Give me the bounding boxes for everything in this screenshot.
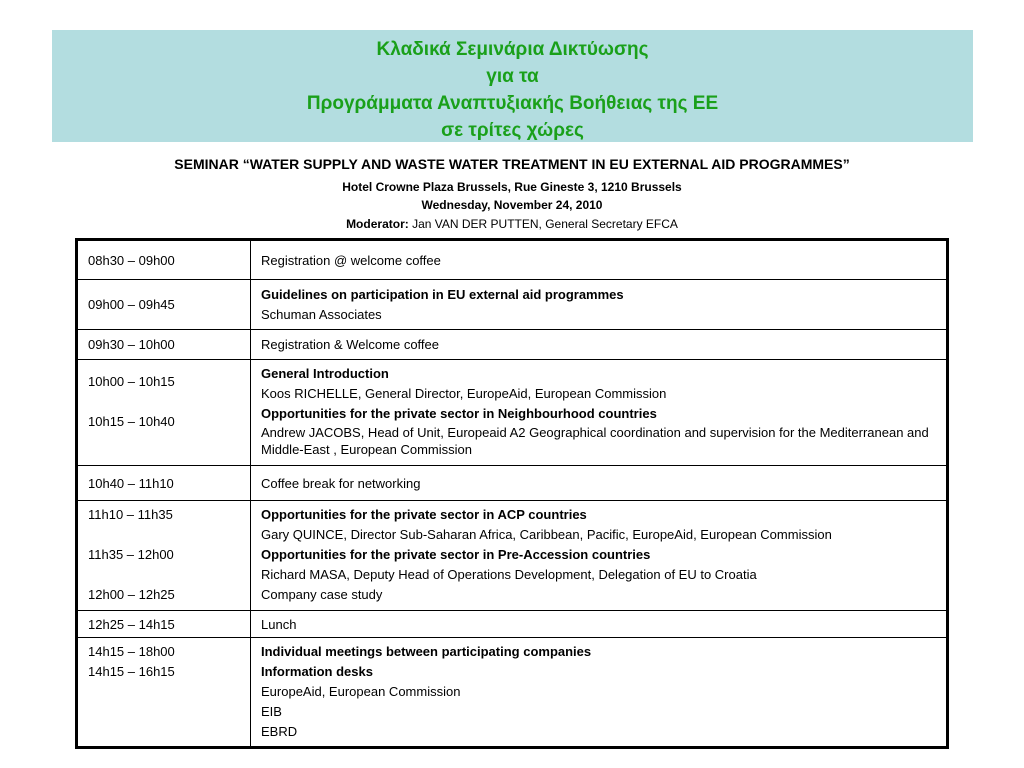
session-title: Individual meetings between participating companies	[261, 644, 592, 659]
time-slot: 12h25 – 14h15	[88, 617, 175, 632]
time-cell	[77, 501, 251, 611]
session-speaker: Schuman Associates	[261, 307, 382, 322]
session-item: Company case study	[261, 587, 383, 602]
session-cell	[251, 638, 948, 748]
time-slot: 10h40 – 11h10	[88, 476, 174, 491]
time-slot: 09h30 – 10h00	[88, 337, 175, 352]
agenda-row	[77, 330, 948, 360]
banner-line: σε τρίτες χώρες	[441, 120, 584, 141]
time-cell	[77, 638, 251, 748]
session-speaker: Andrew JACOBS, Head of Unit, Europeaid A2 Geographical coordination and supervision for the Mediterranean and Middle-East , European Commission	[261, 425, 929, 457]
session-cell	[251, 501, 948, 611]
time-cell	[77, 330, 251, 360]
banner-line: Προγράμματα Αναπτυξιακής Βοήθειας της ΕΕ	[306, 93, 719, 114]
session-title: Guidelines on participation in EU external aid programmes	[261, 287, 624, 302]
session-item: Lunch	[261, 617, 297, 632]
time-cell	[77, 360, 251, 466]
seminar-moderator	[0, 216, 1024, 232]
agenda-table	[75, 238, 949, 749]
time-cell	[77, 280, 251, 330]
time-slot: 09h00 – 09h45	[88, 297, 175, 312]
session-cell	[251, 360, 948, 466]
time-slot: 10h00 – 10h15	[88, 374, 175, 389]
session-title: Opportunities for the private sector in ACP countries	[261, 507, 587, 522]
agenda-row	[77, 501, 948, 611]
moderator-label: Moderator:	[346, 217, 409, 231]
session-speaker: Koos RICHELLE, General Director, EuropeAid, European Commission	[261, 386, 667, 401]
session-title: Information desks	[261, 664, 373, 679]
time-cell	[77, 466, 251, 501]
session-cell	[251, 240, 948, 280]
time-slot: 14h15 – 16h15	[88, 664, 175, 679]
session-speaker: Gary QUINCE, Director Sub-Saharan Africa, Caribbean, Pacific, EuropeAid, European Commission	[261, 527, 832, 542]
seminar-venue: Hotel Crowne Plaza Brussels, Rue Gineste 3, 1210 Brussels	[342, 180, 682, 194]
time-slot: 14h15 – 18h00	[88, 644, 175, 659]
banner-line: Κλαδικά Σεμινάρια Δικτύωσης	[376, 39, 649, 60]
agenda-row	[77, 466, 948, 501]
session-item: EBRD	[261, 724, 298, 739]
moderator-name: Jan VAN DER PUTTEN, General Secretary EFCA	[412, 217, 678, 231]
agenda-row	[77, 360, 948, 466]
agenda-row	[77, 611, 948, 638]
seminar-date: Wednesday, November 24, 2010	[421, 198, 603, 212]
time-cell	[77, 611, 251, 638]
session-cell	[251, 466, 948, 501]
session-cell	[251, 330, 948, 360]
session-speaker: Richard MASA, Deputy Head of Operations Development, Delegation of EU to Croatia	[261, 567, 757, 582]
banner-line: για τα	[486, 66, 539, 87]
session-item: Coffee break for networking	[261, 476, 421, 491]
session-item: Registration & Welcome coffee	[261, 337, 439, 352]
time-slot: 11h35 – 12h00	[88, 547, 174, 562]
agenda-row	[77, 638, 948, 748]
agenda-row	[77, 240, 948, 280]
session-item: EIB	[261, 704, 282, 719]
header-banner	[52, 30, 973, 142]
session-cell	[251, 280, 948, 330]
session-title: General Introduction	[261, 366, 389, 381]
time-slot: 10h15 – 10h40	[88, 414, 175, 429]
time-slot: 11h10 – 11h35	[88, 507, 173, 522]
agenda-row	[77, 280, 948, 330]
session-item: EuropeAid, European Commission	[261, 684, 461, 699]
time-slot: 12h00 – 12h25	[88, 587, 175, 602]
time-slot: 08h30 – 09h00	[88, 253, 175, 268]
session-title: Opportunities for the private sector in Pre-Accession countries	[261, 547, 651, 562]
seminar-title: SEMINAR “WATER SUPPLY AND WASTE WATER TREATMENT IN EU EXTERNAL AID PROGRAMMES”	[174, 156, 850, 172]
session-item: Registration @ welcome coffee	[261, 253, 441, 268]
session-title: Opportunities for the private sector in Neighbourhood countries	[261, 406, 657, 421]
time-cell	[77, 240, 251, 280]
session-cell	[251, 611, 948, 638]
